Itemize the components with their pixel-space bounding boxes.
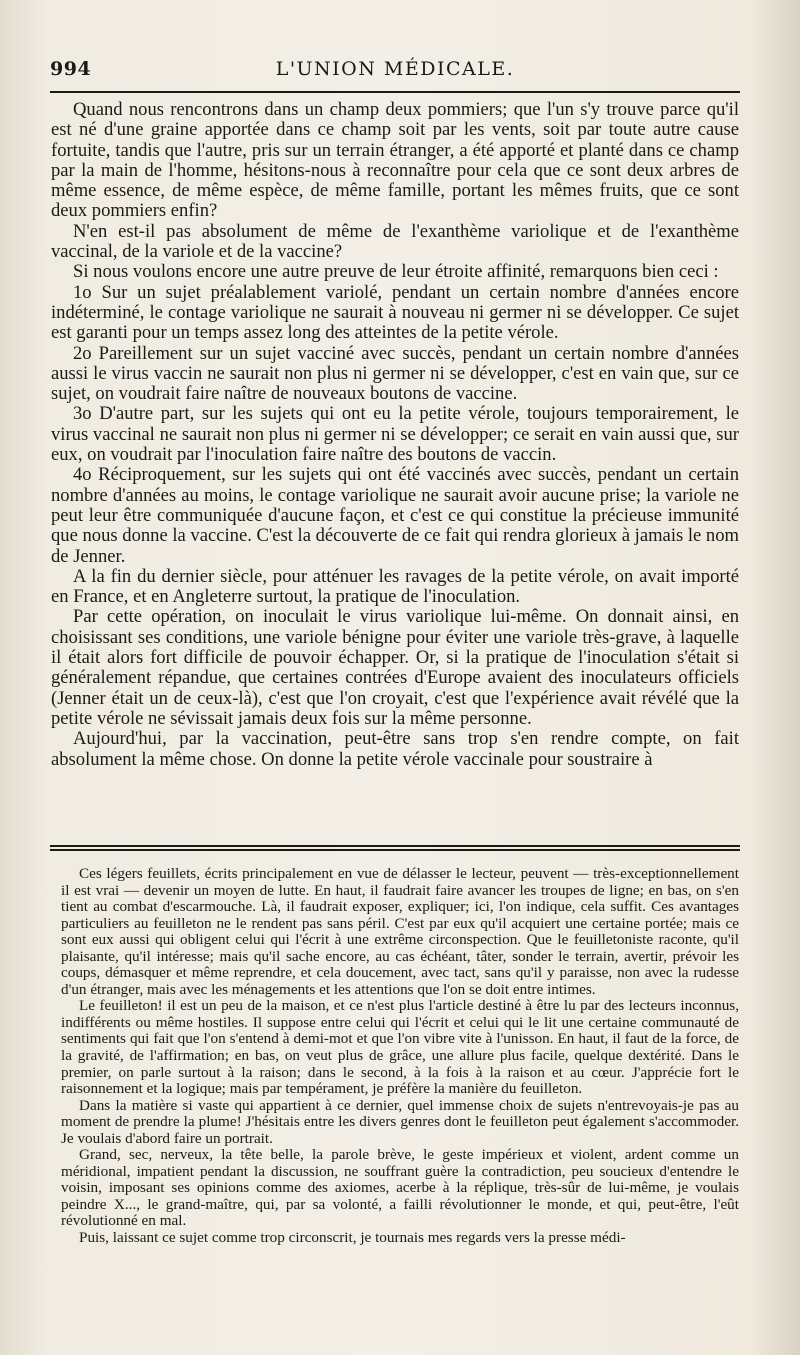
feuilleton-divider [50, 845, 740, 851]
paragraph: A la fin du dernier siècle, pour atténuer les ravages de la petite vérole, on avait importé en France, et en Angleterre surtout, la pratique de l'inoculation. [51, 565, 739, 608]
article-body [51, 100, 739, 770]
paragraph: 4o Réciproquement, sur les sujets qui ont été vaccinés avec succès, pendant un certain nombre d'années au moins, le contage variolique ne saurait avoir aucune prise; la variole ne peut leur être communiquée d'aucune façon, et c'est ce qui constitue la précieuse immunité que nous donne la vaccine. C'est la découverte de ce fait qui rendra glorieux à jamais le nom de Jenner. [51, 464, 739, 567]
feuilleton-paragraph: Le feuilleton! il est un peu de la maison, et ce n'est plus l'article destiné à être lu par des lecteurs inconnus, indifférents ou même hostiles. Il suppose entre celui qui l'écrit et celui qui le lit une certaine communauté de sentiments qui fait que l'on s'entend à demi-mot et que l'on vibre vite à l'unisson. En haut, il faut de la force, de la gravité, de l'affirmation; en bas, on veut plus de grâce, une allure plus facile, quelque dextérité. Dans le premier, on parle surtout à la raison; dans le second, à la fois à la raison et au cœur. J'apprécie fort le raisonnement et la logique; mais par tempérament, je préfère la manière du feuilleton. [61, 997, 739, 1098]
paragraph: N'en est-il pas absolument de même de l'exanthème variolique et de l'exanthème vaccinal, de la variole et de la vaccine? [51, 220, 739, 263]
running-header [50, 52, 740, 82]
paragraph: Quand nous rencontrons dans un champ deux pommiers; que l'un s'y trouve parce qu'il est né d'une graine apportée dans ce champ soit par les vents, soit par toute autre cause fortuite, tandis que l'autre, pris sur un terrain étranger, a été apporté et planté dans ce champ par la main de l'homme, hésitons-nous à reconnaître pour cela que ce sont deux arbres de même essence, de même espèce, de même famille, portant les mêmes fruits, que ce sont deux pommiers enfin? [51, 99, 739, 222]
paragraph: Aujourd'hui, par la vaccination, peut-être sans trop s'en rendre compte, on fait absolument la même chose. On donne la petite vérole vaccinale pour soustraire à [51, 728, 739, 770]
feuilleton-paragraph: Ces légers feuillets, écrits principalement en vue de délasser le lecteur, peuvent — très-exceptionnellement il est vrai — devenir un moyen de lutte. En haut, il faudrait faire avancer les troupes de ligne; en bas, on s'en tient au combat d'escarmouche. Là, il faudrait exposer, expliquer; ici, l'on indique, cela suffit. Ces avantages particuliers au feuilleton ne le rendent pas sans péril. C'est par eux qu'il acquiert une certaine portée; mais ce sont eux aussi qui obligent celui qui l'écrit à une extrême circonspection. Que le feuilletoniste raconte, qu'il plaisante, qu'il intéresse; mais qu'il sache encore, au cas échéant, tâter, sonder le terrain, avertir, prévoir les coups, démasquer et même reprendre, et cela doucement, avec tact, sans qu'il y paraisse, non avec la rudesse d'un étranger, mais avec les ménagements et les attentions que l'on se doit entre intimes. [61, 865, 739, 998]
feuilleton-paragraph: Dans la matière si vaste qui appartient à ce dernier, quel immense choix de sujets n'entrevoyais-je pas au moment de prendre la plume! J'hésitais entre les divers genres dont le feuilleton peut également s'accommoder. Je voulais d'abord faire un portrait. [61, 1096, 739, 1147]
paragraph: Par cette opération, on inoculait le virus variolique lui-même. On donnait ainsi, en choisissant ses conditions, une variole bénigne pour éviter une variole très-grave, à laquelle il était alors fort difficile de pouvoir échapper. Or, si la pratique de l'inoculation s'était si généralement répandue, que certaines contrées d'Europe avaient des inoculateurs officiels (Jenner était un de ceux-là), c'est que l'on croyait, c'est que l'expérience avait révélé que la petite vérole ne sévissait jamais deux fois sur la même personne. [51, 606, 739, 729]
paragraph: 1o Sur un sujet préalablement variolé, pendant un certain nombre d'années encore indéterminé, le contage variolique ne saurait à nouveau ni germer ni se développer. Ce sujet est garanti pour un temps assez long des atteintes de la petite vérole. [51, 281, 739, 344]
paragraph: 3o D'autre part, sur les sujets qui ont eu la petite vérole, toujours temporairement, le virus vaccinal ne saurait non plus ni germer ni se développer; ce serait en vain aussi que, sur eux, on voudrait par l'inoculation faire naître des boutons de vaccin. [51, 403, 739, 466]
paragraph: 2o Pareillement sur un sujet vacciné avec succès, pendant un certain nombre d'années aussi le virus vaccin ne saurait non plus ni germer ni se développer, c'est en vain que, sur ce sujet, on voudrait faire naître de nouveaux boutons de vaccine. [51, 342, 739, 405]
feuilleton-paragraph: Grand, sec, nerveux, la tête belle, la parole brève, le geste impérieux et violent, ardent comme un méridional, impatient pendant la discussion, ne souffrant guère la contradiction, peu soucieux d'entendre le voisin, imposant ses opinions comme des axiomes, acerbe à la réplique, très-sûr de lui-même, je voulais peindre X..., le grand-maître, qui, par sa volonté, a failli révolutionner le monde, et qui, peut-être, l'eût révolutionné en mal. [61, 1146, 739, 1230]
page-number: 994 [50, 58, 92, 80]
journal-title: L'UNION MÉDICALE. [275, 58, 515, 80]
header-rule [50, 91, 740, 93]
paragraph: Si nous voulons encore une autre preuve de leur étroite affinité, remarquons bien ceci : [73, 261, 719, 283]
feuilleton-body [61, 866, 739, 1247]
feuilleton-paragraph: Puis, laissant ce sujet comme trop circonscrit, je tournais mes regards vers la presse médi- [79, 1229, 626, 1247]
